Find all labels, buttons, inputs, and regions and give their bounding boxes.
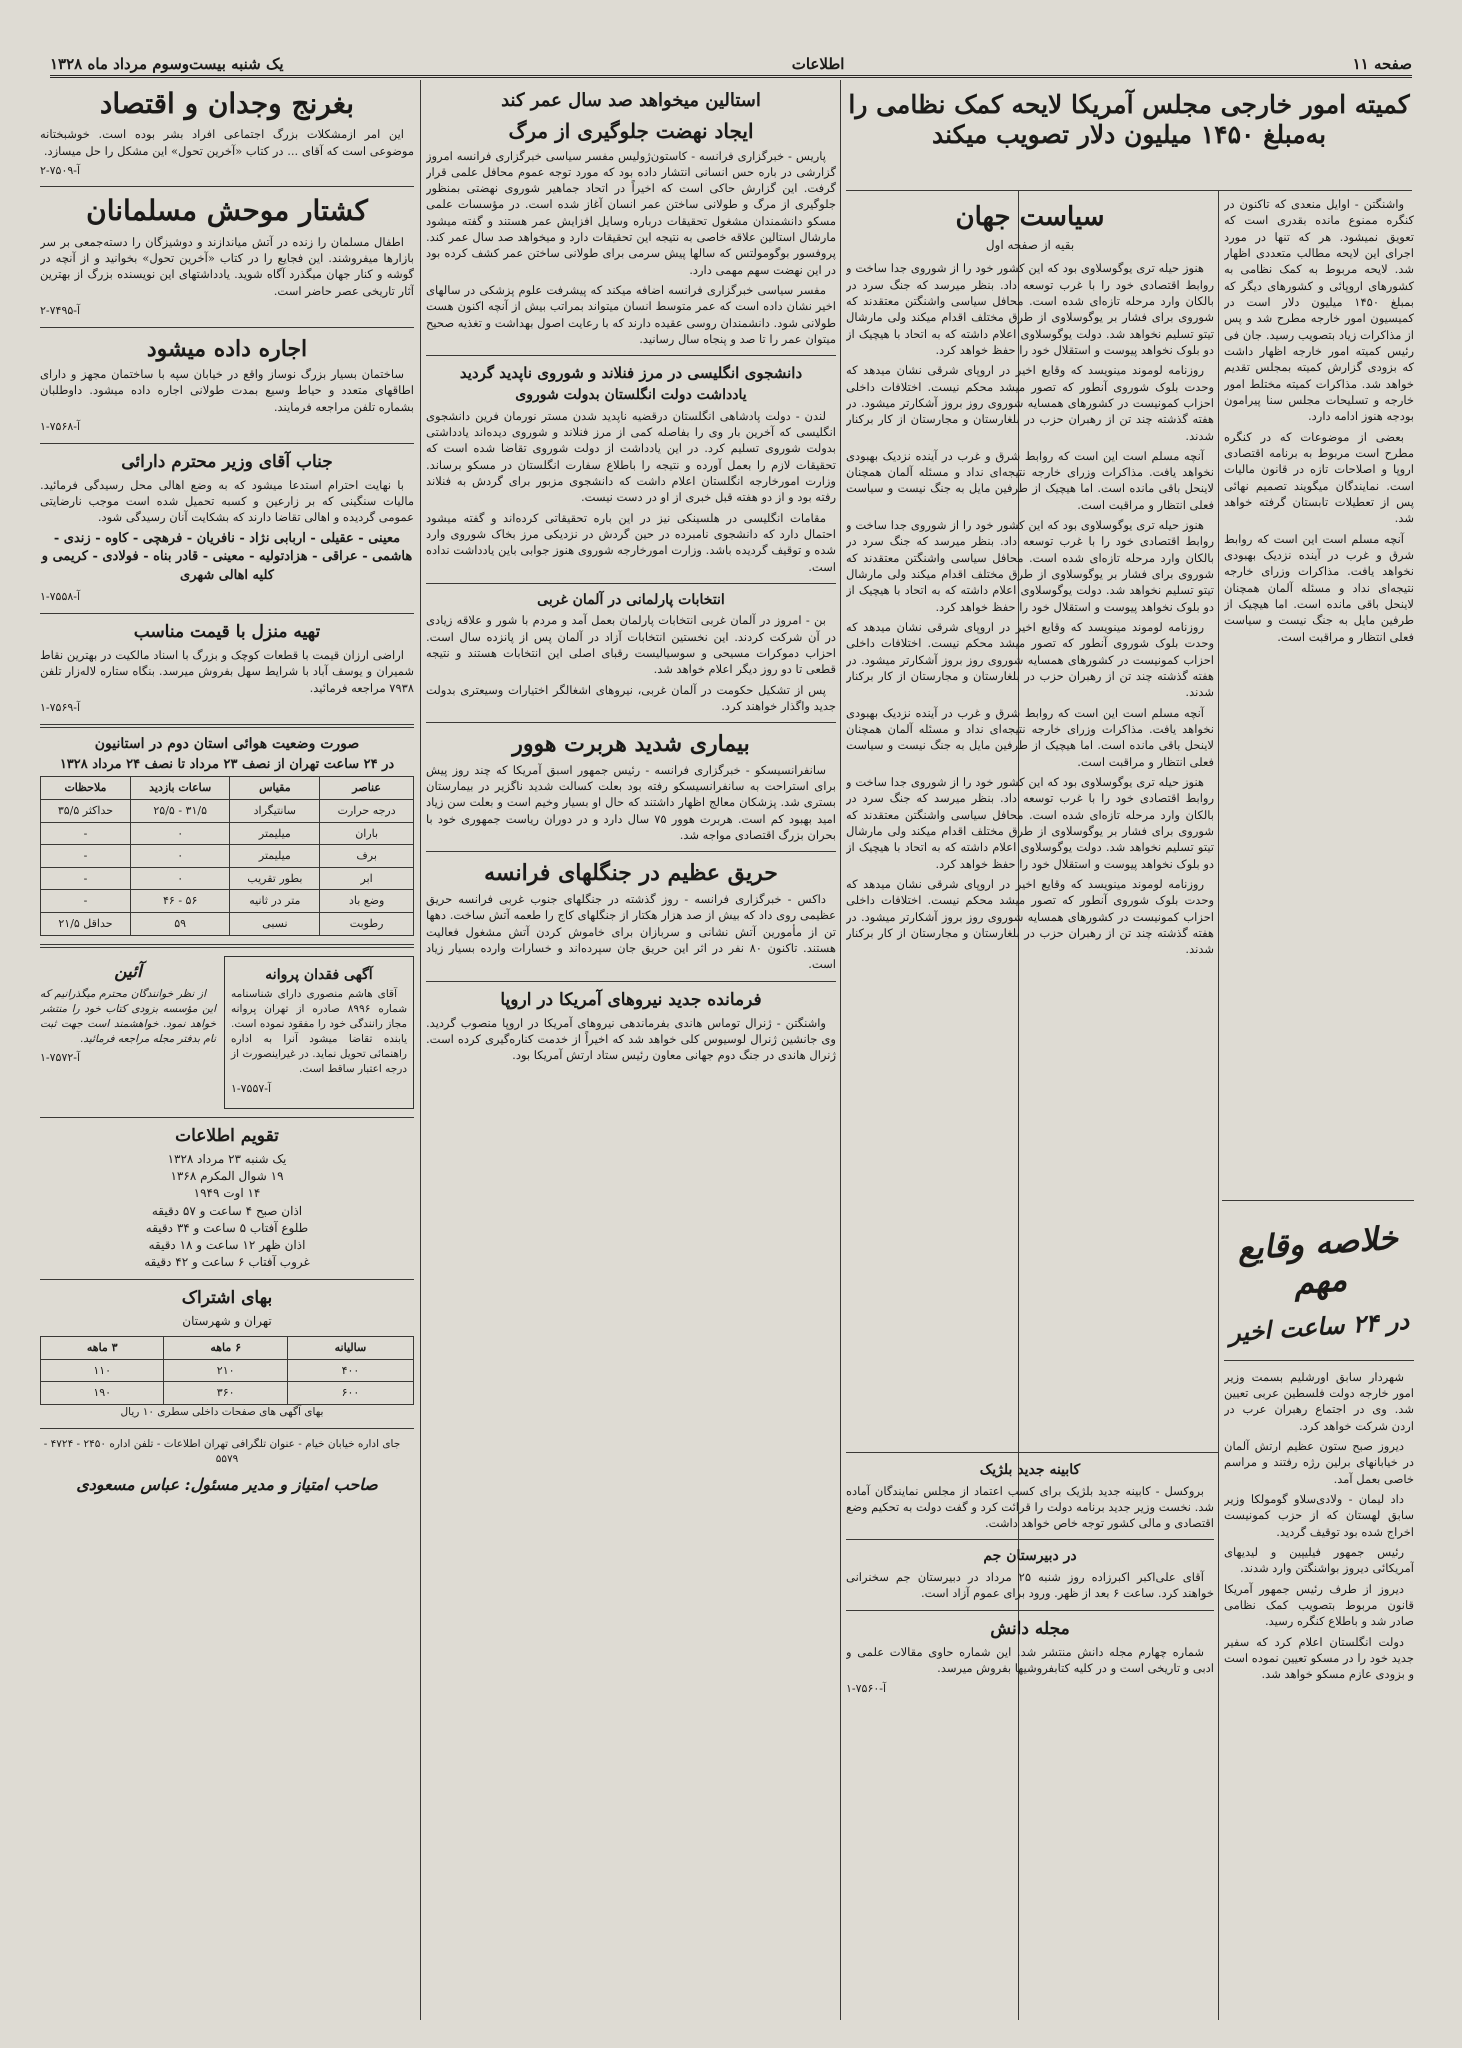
article-text: مفسر سیاسی خبرگزاری فرانسه اضافه میکند که پیشرفت علوم پزشکی در سالهای اخیر نشان داده است که عمر متوسط انسان میتواند بمراتب بیش از آنچه اکنون هست طولانی شود. دانشمندان روسی عقیده دارند که با رعایت اصول بهداشت و تغذیه صحیح میتوان عمر را تا صد و پنجاه سال رسانید. [426,283,836,347]
summary-item: رئیس جمهور فیلیپین و لیدیهای آمریکائی دیروز بواشنگتن وارد شدند. [1224,1544,1414,1576]
summary-subtitle: در ۲۴ ساعت اخیر [1227,1305,1410,1348]
lost-license-ad [224,956,414,1110]
rule [846,1452,1218,1453]
article-text: آنچه مسلم است این است که روابط شرق و غرب در آینده نزدیک بهبودی نخواهد یافت. مذاکرات وزرای خارجه نتیجه‌ای نداد و مسئله آلمان همچنان لاینحل باقی مانده است. اما هیچیک از طرفین مایل به جنگ نیست و سیاست فعلی انتظار و مراقبت است. [846,705,1214,769]
ad-text: اطفال مسلمان را زنده در آتش میاندازند و دوشیزگان را دسته‌جمعی بر سر بازارها میفروشند. این فجایع را در کتاب «آخرین تحول» بخوانید و از آنچه در گوشه و کنار جهان میگذرد آگاه شوید. یادداشتهای این نویسنده بزرگ از بهترین آثار تاریخی عصر حاضر است. [40,234,414,298]
weather-cell: ۰ [130,845,230,868]
sub-header: ۶ ماهه [164,1336,287,1359]
subscription-subtitle: تهران و شهرستان [182,1313,272,1328]
issue-date: یک شنبه بیست‌وسوم مرداد ماه ۱۳۲۸ [50,54,284,73]
weather-cell: ۵۶ - ۴۶ [130,890,230,913]
fire-headline: حریق عظیم در جنگلهای فرانسه [484,860,778,887]
article-text: واشنگتن - ژنرال توماس هاندی بفرماندهی نیروهای آمریکا در اروپا منصوب گردید. وی جانشین ژنرال لوسیوس کلی خواهد شد که اخیراً از خدمت کناره‌گیری کرده است. ژنرال هاندی در جنگ دوم جهانی معاون رئیس ستاد ارتش آمریکا بود. [426,1015,836,1063]
bottom-news [846,1458,1214,2018]
calendar-row: اذان صبح ۴ ساعت و ۵۷ دقیقه [151,1203,303,1218]
weather-cell: حداقل ۲۱/۵ [41,913,131,936]
weather-cell: باران [320,822,414,845]
ad-headline: جناب آقای وزیر محترم دارائی [121,451,333,472]
military-aid-body [1224,196,1414,1196]
sub-cell: ۴۰۰ [287,1359,413,1382]
article-text: شماره چهارم مجله دانش منتشر شد. این شماره حاوی مقالات علمی و ادبی و تاریخی است و در کلیه کتابفروشیها بفروش میرسد. [846,1644,1214,1676]
ad-text: آقای هاشم منصوری دارای شناسنامه شماره ۸۹۹۶ صادره از تهران پروانه مجاز رانندگی خود را مفقود نموده است. یابنده تقاضا میشود آنرا به اداره راهنمائی تحویل نماید. در غیراینصورت از درجه اعتبار ساقط است. [231,988,407,1075]
summary-title: خلاصه وقایع مهم [1236,1218,1400,1303]
weather-row [41,913,414,936]
article-text: لندن - دولت پادشاهی انگلستان درقضیه ناپدید شدن مستر نورمان فرین دانشجوی انگلیسی که آخرین بار وی را بفاصله کمی از مرز فنلاند و شوروی دیده‌اند یادداشتی بدولت شوروی تسلیم کرد. در این یادداشت از دولت شوروی تقاضا شده است که تحقیقات لازم را بعمل آورده و نتیجه را باطلاع سفارت انگلستان در مسکو برساند. وزارت امورخارجه انگلستان اعلام داشت که دانشجوی مزبور برای گردش به فنلاند رفته بود و از دو هفته قبل خبری از او در دست نیست. [426,408,836,505]
article-text: هنوز حیله تری یوگوسلاوی بود که این کشور خود را از شوروی جدا ساخت و روابط اقتصادی خود را با غرب توسعه داد. بنظر میرسد که جنگ سرد در بالکان وارد مرحله تازه‌ای شده است. محافل سیاسی واشنگتن معتقدند که شوروی برای فشار بر یوگوسلاوی از طرق مختلف اقدام میکند ولی مارشال تیتو تسلیم نخواهد شد. دولت یوگوسلاوی اعلام داشته که به اتحاد با هیچیک از دو بلوک نخواهد پیوست و استقلال خود را حفظ خواهد کرد. [846,518,1214,614]
article-text: آنچه مسلم است این است که روابط شرق و غرب در آینده نزدیک بهبودی نخواهد یافت. مذاکرات وزرای خارجه نتیجه‌ای نداد و مسئله آلمان همچنان لاینحل باقی مانده است. اما هیچیک از طرفین مایل به جنگ نیست و سیاست فعلی انتظار و مراقبت است. [846,448,1214,512]
section-title: سیاست جهان [955,202,1105,232]
headline: کمیته امور خارجی مجلس آمریکا لایحه کمک نظامی را به‌مبلغ ۱۴۵۰ میلیون دلار تصویب میکند [848,90,1410,149]
weather-header: ملاحظات [41,777,131,800]
article-text: بن - امروز در آلمان غربی انتخابات پارلمان بعمل آمد و مردم با شور و علاقه زیادی در آن شرکت کردند. این نخستین انتخابات آزاد در آلمان پس از پانزده سال است. احزاب دموکرات مسیحی و سوسیالیست رقبای اصلی این انتخابات هستند و نتیجه قطعی تا دو روز دیگر اعلام خواهد شد. [426,613,836,677]
weather-cell: نسبی [230,913,320,936]
calendar-row: اذان ظهر ۱۲ ساعت و ۱۸ دقیقه [148,1237,306,1252]
masthead: اطلاعات [791,54,845,73]
article-text: هنوز حیله تری یوگوسلاوی بود که این کشور خود را از شوروی جدا ساخت و روابط اقتصادی خود را با غرب توسعه داد. بنظر میرسد که جنگ سرد در بالکان وارد مرحله تازه‌ای شده است. محافل سیاسی واشنگتن معتقدند که شوروی برای فشار بر یوگوسلاوی از طرق مختلف اقدام میکند ولی مارشال تیتو تسلیم نخواهد شد. دولت یوگوسلاوی اعلام داشته که به اتحاد با هیچیک از دو بلوک نخواهد پیوست و استقلال خود را حفظ خواهد کرد. [846,775,1214,871]
ad-code: آ-۷۴۹۵-۲ [40,303,81,317]
school-title: در دبیرستان جم [983,1548,1077,1565]
publisher: صاحب امتیاز و مدیر مسئول: عباس مسعودی [76,1475,378,1495]
ad-headline: تهیه منزل با قیمت مناسب [133,621,321,642]
ad-code: آ-۷۵۰۹-۲ [40,163,81,177]
ad-headline: اجاره داده میشود [146,335,308,362]
sub-header: سالیانه [287,1336,413,1359]
weather-row [41,845,414,868]
weather-header: عناصر [320,777,414,800]
article-text: پاریس - خبرگزاری فرانسه - کاستون‌ژولیس مفسر سیاسی خبرگزاری فرانسه امروز گزارشی در باره حس انسانی انتشار داده بود که مورد توجه عموم محافل علمی قرار گرفت. این گزارش حاکی است که اخیراً در اتحاد جماهیر شوروی نهضتی بمنظور جلوگیری از مرگ و طولانی ساختن عمر انسان آغاز شده است. در مؤسسات علمی مسکو دانشمندان مشغول تحقیقات درباره وسایل افزایش عمر هستند و گفته میشود مارشال استالین علاقه خاصی به نتیجه این تحقیقات دارد و میخواهد صد سال عمر کند. پروفسور بوگومولتس که سالها پیش سرمی برای طولانی ساختن عمر کشف کرده بود در این نهضت سهم مهمی دارد. [426,148,836,277]
weather-cell: بطور تقریب [230,867,320,890]
ad-headline: کشتار موحش مسلمانان [86,194,368,228]
ad-code: آ-۷۵۶۹-۱ [40,700,81,714]
world-politics-article [846,196,1214,1446]
weather-row [41,799,414,822]
summary-item: داد لیمان - ولادی‌سلاو گومولکا وزیر سابق لهستان که از حزب کمونیست اخراج شده بود توقیف گردید. [1224,1491,1414,1539]
hoover-headline: بیماری شدید هربرت هوور [512,731,750,758]
column-rule [840,80,841,2020]
article-text: روزنامه لوموند مینویسد که وقایع اخیر در اروپای شرقی نشان میدهد که وحدت بلوک شوروی آنطور که تصور میشد محکم نیست. اختلافات داخلی احزاب کمونیست در کشورهای همسایه شوروی روز بروز آشکارتر میشود. در هفته گذشته چند تن از رهبران حزب در بلغارستان و مجارستان از کار برکنار شدند. [846,877,1214,957]
article-text: آقای علی‌اکبر اکبرزاده روز شنبه ۲۵ مرداد در دبیرستان جم سخنرانی خواهند کرد. ساعت ۶ بعد از ظهر. ورود برای عموم آزاد است. [846,1569,1214,1601]
weather-table [40,776,414,935]
weather-cell: میلیمتر [230,822,320,845]
left-column [40,84,414,2020]
section-subtitle: بقیه از صفحه اول [985,238,1075,253]
article-text: هنوز حیله تری یوگوسلاوی بود که این کشور خود را از شوروی جدا ساخت و روابط اقتصادی خود را با غرب توسعه داد. بنظر میرسد که جنگ سرد در بالکان وارد مرحله تازه‌ای شده است. محافل سیاسی واشنگتن معتقدند که شوروی برای فشار بر یوگوسلاوی از طرق مختلف اقدام میکند ولی مارشال تیتو تسلیم نخواهد شد. دولت یوگوسلاوی اعلام داشته که به اتحاد با هیچیک از دو بلوک نخواهد پیوست و استقلال خود را حفظ خواهد کرد. [846,261,1214,357]
ad-headline: آگهی فقدان پروانه [265,966,373,983]
weather-subtitle: در ۲۴ ساعت تهران از نصف ۲۳ مرداد تا نصف ۲۴ مرداد ۱۳۲۸ [59,757,395,773]
calendar-row: غروب آفتاب ۶ ساعت و ۴۲ دقیقه [144,1254,310,1269]
ad-headline: بغرنج وجدان و اقتصاد [99,87,355,120]
weather-cell: وضع باد [320,890,414,913]
article-text: سانفرانسیسکو - خبرگزاری فرانسه - رئیس جمهور اسبق آمریکا که چند روز پیش برای استراحت به سانفرانسیسکو رفته بود بعلت کسالت شدید ناگزیر در بیمارستان بستری شد. پزشکان معالج اظهار داشتند که حال او بسیار وخیم است و بعلت سن زیاد امید بهبود کم است. هربرت هوور ۷۵ سال دارد و در دوران ریاست جمهوری خود با بحران بزرگ اقتصادی مواجه شد. [426,762,836,843]
sub-header: ۳ ماهه [41,1336,164,1359]
office-info: جای اداره خیابان خیام - عنوان تلگرافی تهران اطلاعات - تلفن اداره ۲۴۵۰ - ۴۷۲۴ - ۵۵۷۹ [43,1437,401,1465]
weather-cell: ۳۱/۵ - ۲۵/۵ [130,799,230,822]
subscription-note: بهای آگهی های صفحات داخلی سطری ۱۰ ریال [120,1405,324,1418]
weather-cell: - [41,867,131,890]
weather-header: مقیاس [230,777,320,800]
article-text: مقامات انگلیسی در هلسینکی نیز در این باره تحقیقاتی کرده‌اند و گفته میشود احتمال دارد که دانشجوی نامبرده در حین گردش در نزدیکی مرز بخاک شوروی وارد شده و توقیف گردیده باشد. وزارت امورخارجه شوروی هنوز جوابی باین یادداشت نداده است. [426,510,836,574]
weather-row [41,822,414,845]
rule [1222,1200,1414,1201]
article-text: پس از تشکیل حکومت در آلمان غربی، نیروهای اشغالگر اختیارات وسیعتری بدولت جدید واگذار خواهند کرد. [426,682,836,714]
weather-cell: رطوبت [320,913,414,936]
article-text: داکس - خبرگزاری فرانسه - روز گذشته در جنگلهای جنوب غربی فرانسه حریق عظیمی روی داد که بیش از صد هزار هکتار از جنگلهای کاج را طعمه آتش ساخت. دهها تن از مأمورین آتش نشانی و سربازان برای خاموش کردن آتش مشغول فعالیت هستند. تاکنون ۸۰ نفر در اثر این حریق جان سپرده‌اند و خسارات وارده بسیار زیاد است. [426,891,836,972]
sub-cell: ۱۱۰ [41,1359,164,1382]
rule [846,190,1412,191]
ad-code: آ-۷۵۵۷-۱ [231,1081,272,1095]
weather-cell: متر در ثانیه [230,890,320,913]
middle-column [426,84,836,2020]
aein-ad [40,956,216,1110]
sub-cell: ۶۰۰ [287,1382,413,1405]
summary-item: دولت انگلستان اعلام کرد که سفیر جدید خود را در مسکو تعیین نموده است و بزودی عازم مسکو خواهد شد. [1224,1634,1414,1682]
article-text: روزنامه لوموند مینویسد که وقایع اخیر در اروپای شرقی نشان میدهد که وحدت بلوک شوروی آنطور که تصور میشد محکم نیست. اختلافات داخلی احزاب کمونیست در کشورهای همسایه شوروی روز بروز آشکارتر میشود. در هفته گذشته چند تن از رهبران حزب در بلغارستان و مجارستان از کار برکنار شدند. [846,620,1214,700]
summary-item: شهردار سابق اورشلیم بسمت وزیر امور خارجه دولت فلسطین عربی تعیین شد. وی در اجتماع رهبران عرب در اردن شرکت خواهد کرد. [1224,1369,1414,1433]
ad-code: آ-۷۵۶۰-۱ [846,1681,887,1695]
weather-row [41,867,414,890]
article-text: بروکسل - کابینه جدید بلژیک برای کسب اعتماد از مجلس نمایندگان آماده شد. نخست وزیر جدید برنامه دولت را قرائت کرد و گفت دولت به تحکیم وضع اقتصادی و مالی کشور توجه خاص خواهد داشت. [846,1483,1214,1531]
student-subheadline: یادداشت دولت انگلستان بدولت شوروی [515,387,747,404]
weather-cell: - [41,845,131,868]
weather-header: ساعات بازدید [130,777,230,800]
signers: معینی - عقیلی - اربابی نژاد - نافریان - فرهچی - کاوه - زندی - هاشمی - عراقی - هزادتولیه - معینی - قادر بناه - فولادی - کریمی و کلیه اهالی شهری [41,530,413,583]
calendar-row: ۱۹ شوال المکرم ۱۳۶۸ [170,1169,284,1184]
ad-code: آ-۷۵۵۸-۱ [40,590,81,604]
german-headline: انتخابات پارلمانی در آلمان غربی [537,591,725,608]
cabinet-title: کابینه جدید بلژیک [979,1462,1081,1478]
military-aid-article [846,84,1412,192]
sub-cell: ۳۶۰ [164,1382,287,1405]
weather-cell: ۰ [130,867,230,890]
column-rule [420,80,421,2020]
calendar-row: طلوع آفتاب ۵ ساعت و ۳۴ دقیقه [145,1220,309,1235]
ad-text: با نهایت احترام استدعا میشود که به وضع اهالی محل رسیدگی فرمائید. مالیات سنگینی که بر زارعین و کسبه تحمیل شده است موجب نارضایتی عمومی گردیده و اهالی تقاضا دارند که بشکایت آنان رسیدگی شود. [40,477,414,525]
article-text: روزنامه لوموند مینویسد که وقایع اخیر در اروپای شرقی نشان میدهد که وحدت بلوک شوروی آنطور که تصور میشد محکم نیست. اختلافات داخلی احزاب کمونیست در کشورهای همسایه شوروی روز بروز آشکارتر میشود. در هفته گذشته چند تن از رهبران حزب در بلغارستان و مجارستان از کار برکنار شدند. [846,363,1214,443]
ad-text: اراضی ارزان قیمت با قطعات کوچک و بزرگ با اسناد مالکیت در بهترین نقاط شمیران و یوسف آباد با شرایط سهل بفروش میرسد. بنگاه ستاره لاله‌زار تلفن ۷۹۳۸ مراجعه فرمائید. [40,648,414,695]
weather-title: صورت وضعیت هوائی استان دوم در استانیون [94,735,360,752]
weather-cell: حداکثر ۳۵/۵ [41,799,131,822]
ad-text: این امر ازمشکلات بزرگ اجتماعی افراد بشر بوده است. خوشبختانه موضوعی است که آقای ... در کتاب «آخرین تحول» این مشکل را حل میسازد. [40,127,414,158]
calendar [40,1151,414,1270]
weather-cell: میلیمتر [230,845,320,868]
page-number: صفحه ۱۱ [1352,54,1412,73]
stalin-subheadline: ایجاد نهضت جلوگیری از مرگ [508,118,754,143]
article-text: بعضی از موضوعات که در کنگره مطرح است مربوط به برنامه اقتصادی اروپا و اصلاحات تازه در قانون مالیات است. نمایندگان میگویند تصمیم نهائی پس از تعطیلات تابستان گرفته خواهد شد. [1224,429,1414,526]
sub-cell: ۲۱۰ [164,1359,287,1382]
ad-text: ساختمان بسیار بزرگ نوساز واقع در خیابان سپه با ساختمان مجهز و دارای اطاقهای متعدد و حیاط وسیع بمدت طولانی اجاره داده میشود. داوطلبان بشماره تلفن مراجعه فرمایند. [40,366,414,414]
weather-cell: ۰ [130,822,230,845]
weather-cell: درجه حرارت [320,799,414,822]
ad-text: از نظر خوانندگان محترم میگذرانیم که این مؤسسه بزودی کتاب خود را منتشر خواهد نمود. خواهشمند است جهت ثبت نام بدفتر مجله مراجعه فرمائید. [40,987,216,1045]
weather-cell: ۵۹ [130,913,230,936]
subscription-title: بهای اشتراک [181,1287,273,1308]
calendar-row: یک شنبه ۲۳ مرداد ۱۳۲۸ [167,1152,287,1167]
ad-headline: آئین [114,961,142,982]
ad-code: آ-۷۵۷۲-۱ [40,1051,81,1065]
calendar-title: تقویم اطلاعات [175,1126,279,1147]
summary-item: دیروز از طرف رئیس جمهور آمریکا قانون مربوط بتصویب کمک نظامی صادر شد و باطلاع کنگره رسید. [1224,1581,1414,1629]
subscription-table [40,1336,414,1405]
commander-headline: فرمانده جدید نیروهای آمریکا در اروپا [500,989,762,1010]
ad-code: آ-۷۵۶۸-۱ [40,419,81,433]
journal-title: مجله دانش [990,1618,1070,1639]
weather-cell: - [41,890,131,913]
weather-cell: سانتیگراد [230,799,320,822]
weather-cell: - [41,822,131,845]
stalin-headline: استالین میخواهد صد سال عمر کند [501,90,761,111]
weather-row [41,890,414,913]
page-header [50,52,1412,78]
weather-cell: برف [320,845,414,868]
summary-item: دیروز صبح ستون عظیم ارتش آلمان در خیابانهای برلین رژه رفتند و مراسم خاصی بعمل آمد. [1224,1438,1414,1486]
news-summary [1224,1206,1414,2020]
article-text: آنچه مسلم است این است که روابط شرق و غرب در آینده نزدیک بهبودی نخواهد یافت. مذاکرات وزرای خارجه نتیجه‌ای نداد و مسئله آلمان همچنان لاینحل باقی مانده است. اما هیچیک از طرفین مایل به جنگ نیست و سیاست فعلی انتظار و مراقبت است. [1224,531,1414,644]
article-text: واشنگتن - اوایل منعدی که تاکنون در کنگره ممنوع مانده بقدری است که تعویق نمیشود. هر که تنها در مورد اجرای این لایحه مطالب متعددی اظهار شد. لایحه مربوط به کمک نظامی به کشورهای اروپائی و کشورهای دیگر که بمبلغ ۱۴۵۰ میلیون دلار است در کمیسیون امور خارجه مطرح شد و پس از مذاکرات زیاد بتصویب رسید. جان فی رئیس کمیته امور خارجه اظهار داشت که بزودی گزارش کمیته بمجلس تقدیم خواهد شد. مذاکرات کمیته مختلط امور خارجه و تسلیحات مجلس سنا پیرامون بودجه هنوز ادامه دارد. [1224,197,1414,424]
calendar-row: ۱۴ اوت ۱۹۴۹ [193,1186,261,1201]
sub-cell: ۱۹۰ [41,1382,164,1405]
student-headline: دانشجوی انگلیسی در مرز فنلاند و شوروی ناپدید گردید [459,364,803,383]
weather-cell: ابر [320,867,414,890]
column-rule [1218,190,1219,2020]
